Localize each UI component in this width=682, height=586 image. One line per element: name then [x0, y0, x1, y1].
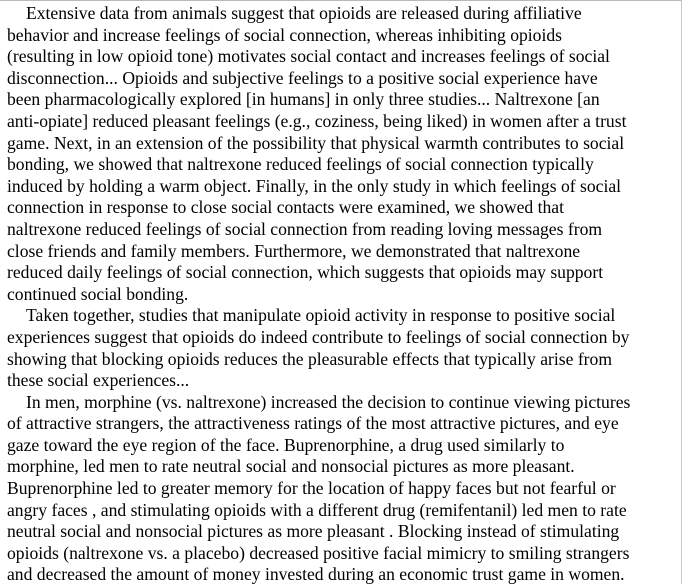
text-line: (resulting in low opioid tone) motivates social contact and increases feelings of social [7, 46, 610, 67]
text-line: connection in response to close social contacts were examined, we showed that [7, 197, 564, 218]
text-line: of attractive strangers, the attractiveness ratings of the most attractive pictures, and eye [7, 413, 619, 434]
paragraph-2 [7, 305, 677, 391]
text-line: these social experiences... [7, 370, 190, 391]
text-line: behavior and increase feelings of social connection, whereas inhibiting opioids [7, 24, 563, 45]
text-line: Taken together, studies that manipulate opioid activity in response to positive social [26, 305, 616, 326]
text-line: Buprenorphine led to greater memory for the location of happy faces but not fearful or [7, 478, 616, 499]
text-line: experiences suggest that opioids do indeed contribute to feelings of social connection by [7, 326, 630, 347]
text-line: angry faces , and stimulating opioids with a different drug (remifentanil) led men to rate [7, 499, 627, 520]
paragraph-1 [7, 3, 677, 305]
text-line: been pharmacologically explored [in humans] in only three studies... Naltrexone [an [7, 89, 600, 110]
text-line: naltrexone reduced feelings of social connection from reading loving messages from [7, 218, 603, 239]
text-line: showing that blocking opioids reduces the pleasurable effects that typically arise from [7, 348, 613, 369]
text-line: induced by holding a warm object. Finally, in the only study in which feelings of social [7, 175, 622, 196]
text-line: close friends and family members. Furthermore, we demonstrated that naltrexone [7, 240, 581, 261]
text-line: reduced daily feelings of social connection, which suggests that opioids may support [7, 262, 604, 283]
text-line: morphine, led men to rate neutral social and nonsocial pictures as more pleasant. [7, 456, 575, 477]
text-line: continued social bonding. [7, 283, 189, 304]
text-line: neutral social and nonsocial pictures as more pleasant . Blocking instead of stimulating [7, 521, 620, 542]
text-line: and decreased the amount of money invested during an economic trust game in women. [7, 564, 625, 585]
document-body [7, 3, 677, 586]
text-line: bonding, we showed that naltrexone reduced feelings of social connection typically [7, 154, 594, 175]
text-line: disconnection... Opioids and subjective feelings to a positive social experience have [7, 67, 598, 88]
text-line: opioids (naltrexone vs. a placebo) decreased positive facial mimicry to smiling strangers [7, 542, 630, 563]
text-line: anti-opiate] reduced pleasant feelings (e.g., coziness, being liked) in women after a trust [7, 110, 627, 131]
paragraph-3 [7, 392, 677, 586]
text-line: Extensive data from animals suggest that opioids are released during affiliative [26, 3, 582, 23]
text-line: gaze toward the eye region of the face. Buprenorphine, a drug used similarly to [7, 434, 565, 455]
text-line: In men, morphine (vs. naltrexone) increased the decision to continue viewing pictures [26, 391, 631, 412]
text-line: game. Next, in an extension of the possibility that physical warmth contributes to social [7, 132, 625, 153]
